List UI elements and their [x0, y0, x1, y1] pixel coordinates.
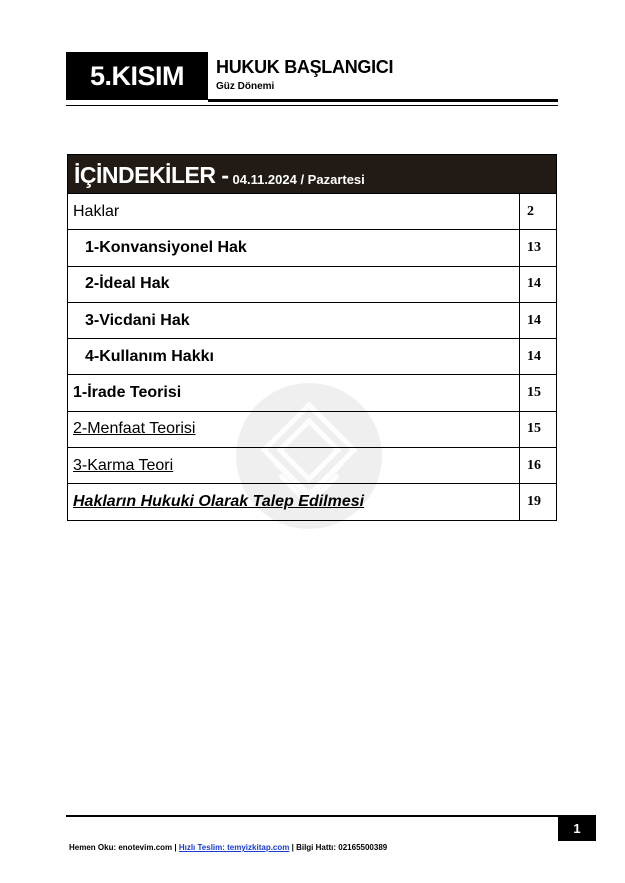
- toc-entry-page: 14: [527, 276, 541, 292]
- toc-row[interactable]: [68, 266, 556, 302]
- toc-header: [68, 155, 556, 193]
- toc-entry-page: 14: [527, 348, 541, 364]
- toc-entry-page: 14: [527, 312, 541, 328]
- toc-entry-label[interactable]: 3-Vicdani Hak: [68, 303, 520, 338]
- footer-separator: |: [172, 843, 179, 852]
- toc-entry-page: 15: [527, 385, 541, 401]
- toc-row[interactable]: [68, 374, 556, 410]
- toc-heading: İÇİNDEKİLER -: [74, 162, 229, 188]
- toc-entry-page: 13: [527, 239, 541, 255]
- toc-entry-link[interactable]: 3-Karma Teori: [68, 448, 520, 483]
- part-label: 5.KISIM: [66, 52, 208, 100]
- toc-entry-label[interactable]: 1-Konvansiyonel Hak: [68, 230, 520, 265]
- footer-rule: [66, 815, 558, 817]
- toc-entry-link[interactable]: Hakların Hukuki Olarak Talep Edilmesi: [68, 484, 520, 519]
- toc-date: 04.11.2024 / Pazartesi: [232, 172, 365, 187]
- toc-entry-page: 2: [527, 203, 534, 219]
- table-of-contents: [67, 154, 557, 521]
- footer-info-line: Bilgi Hattı: 02165500389: [296, 843, 388, 852]
- footer-separator: |: [289, 843, 297, 852]
- toc-entry-label[interactable]: Haklar: [68, 194, 520, 229]
- toc-row[interactable]: [68, 447, 556, 483]
- toc-entry-page: 19: [527, 494, 541, 510]
- toc-row[interactable]: [68, 411, 556, 447]
- toc-entry-link[interactable]: 2-Menfaat Teorisi: [68, 412, 520, 447]
- toc-entry-label[interactable]: 2-İdeal Hak: [68, 267, 520, 302]
- toc-entry-page: 15: [527, 421, 541, 437]
- toc-row[interactable]: [68, 193, 556, 229]
- toc-entry-label[interactable]: 4-Kullanım Hakkı: [68, 339, 520, 374]
- document-title: HUKUK BAŞLANGICI: [216, 57, 394, 77]
- toc-entry-label[interactable]: 1-İrade Teorisi: [68, 375, 520, 410]
- toc-row[interactable]: [68, 338, 556, 374]
- footer-info: [69, 843, 387, 852]
- toc-row[interactable]: [68, 302, 556, 338]
- toc-row[interactable]: [68, 483, 556, 519]
- header-rule-thin: [66, 105, 558, 106]
- footer-delivery-link[interactable]: Hızlı Teslim: temyizkitap.com: [178, 843, 290, 852]
- header-rule-thick: [208, 99, 558, 102]
- page-number: 1: [558, 815, 596, 841]
- toc-entry-page: 16: [527, 457, 541, 473]
- footer-read-text: Hemen Oku: enotevim.com: [69, 843, 173, 852]
- toc-row[interactable]: [68, 229, 556, 265]
- document-subtitle: Güz Dönemi: [216, 81, 275, 92]
